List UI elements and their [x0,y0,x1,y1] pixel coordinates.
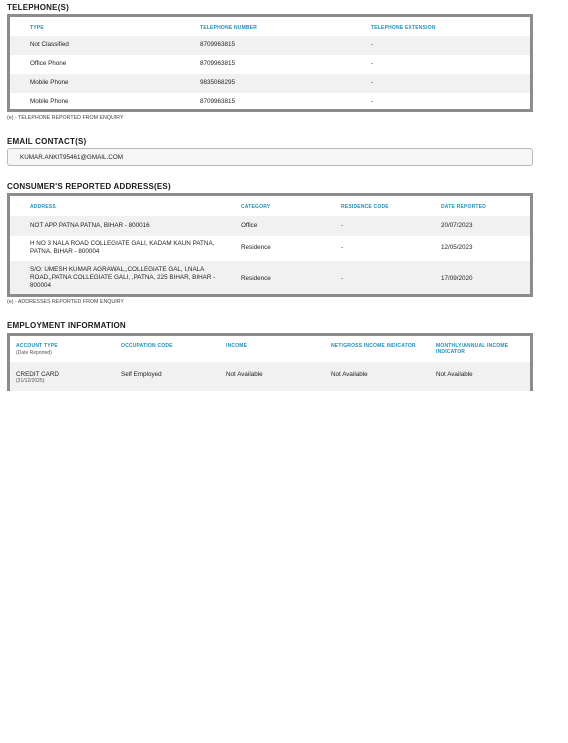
address-text: S/O: UMESH KUMAR AGRAWAL,,COLLEGIATE GAL, I,NALA ROAD,,PATNA COLLEGIATE GALI, ,PATNA, 225 BIHAR, BIHAR - 800004 [30,266,216,289]
telephones-title: TELEPHONE(S) [7,3,69,12]
col-residence-code: RESIDENCE CODE [341,204,389,210]
col-income: INCOME [226,343,248,349]
address-date: 12/05/2023 [441,244,473,251]
telephones-table [7,14,533,112]
col-net-gross-indicator: NET/GROSS INCOME INDICATOR [331,343,416,349]
phone-extension: - [371,98,374,105]
col-occupation-code: OCCUPATION CODE [121,343,173,349]
phone-number: 9835068295 [200,79,236,86]
email-title: EMAIL CONTACT(S) [7,137,87,146]
address-category: Residence [241,244,271,251]
phone-number: 8709963815 [200,41,236,48]
col-date-reported: DATE REPORTED [441,204,487,210]
employment-account-type: CREDIT CARD [16,371,59,378]
table-row-band [10,36,530,55]
phone-extension: - [371,41,374,48]
col-telephone-number: TELEPHONE NUMBER [200,25,258,31]
addresses-note: (e) - ADDRESSES REPORTED FROM ENQUIRY [7,299,124,305]
address-residence-code: - [341,275,344,282]
address-category: Residence [241,275,271,282]
address-text: NOT APP PATNA PATNA, BIHAR - 800016 [30,222,150,229]
employment-income: Not Available [226,371,263,378]
phone-type: Not Classified [30,41,69,48]
phone-type: Mobile Phone [30,79,69,86]
employment-net-gross: Not Available [331,371,368,378]
address-date: 20/07/2023 [441,222,473,229]
email-value: KUMAR.ANKIT95461@GMAIL.COM [20,154,123,161]
col-monthly-annual-indicator: MONTHLY/ANNUAL INCOME INDICATOR [436,343,509,355]
email-contact-box [7,148,533,166]
col-account-type: ACCOUNT TYPE [16,343,58,349]
phone-type: Office Phone [30,60,67,67]
col-telephone-extension: TELEPHONE EXTENSION [371,25,436,31]
employment-date-reported: (31/12/2025) [16,378,45,384]
employment-title: EMPLOYMENT INFORMATION [7,321,126,330]
employment-table [7,333,533,391]
address-residence-code: - [341,244,344,251]
address-residence-code: - [341,222,344,229]
col-account-type-sub: (Date Reported) [16,350,52,356]
address-date: 17/09/2020 [441,275,473,282]
addresses-title: CONSUMER'S REPORTED ADDRESS(ES) [7,182,171,191]
col-address: ADDRESS [30,204,56,210]
address-category: Office [241,222,258,229]
col-type: TYPE [30,25,44,31]
addresses-table [7,193,533,297]
address-text: H NO 3 NALA ROAD COLLEGIATE GALI, KADAM KAUN PATNA, PATNA, BIHAR - 800004 [30,240,215,255]
phone-number: 8709963815 [200,98,236,105]
phone-number: 8709963815 [200,60,236,67]
telephones-note: (e) - TELEPHONE REPORTED FROM ENQUIRY [7,115,124,121]
phone-type: Mobile Phone [30,98,69,105]
employment-occupation: Self Employed [121,371,162,378]
col-category: CATEGORY [241,204,271,210]
phone-extension: - [371,79,374,86]
table-row-band [10,74,530,93]
employment-monthly-annual: Not Available [436,371,473,378]
phone-extension: - [371,60,374,67]
